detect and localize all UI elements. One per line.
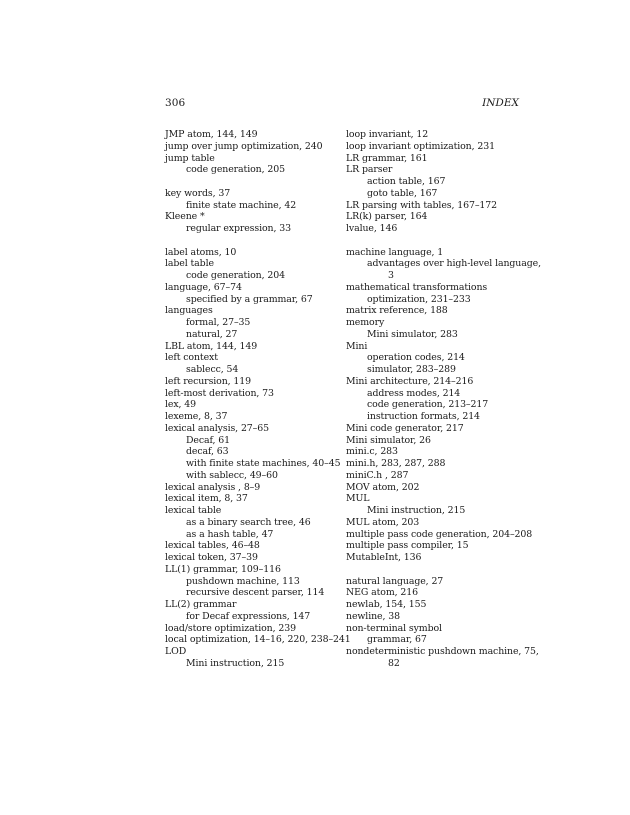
- entry-gap: [165, 235, 335, 247]
- index-entry: MOV atom, 202: [346, 481, 420, 493]
- index-subentry: formal, 27–35: [186, 317, 251, 328]
- index-subentry: for Decaf expressions, 147: [186, 610, 311, 622]
- index-continuation: 82: [388, 657, 400, 669]
- index-entry: matrix reference, 188: [346, 305, 448, 317]
- index-entry: key words, 37: [165, 187, 231, 199]
- index-subentry: natural, 27: [186, 328, 238, 340]
- index-entry: multiple pass code generation, 204–208: [346, 528, 533, 540]
- index-subentry: grammar, 67: [367, 634, 427, 646]
- index-entry: lexical analysis , 8–9: [165, 481, 261, 493]
- index-entry: multiple pass compiler, 15: [346, 540, 469, 552]
- index-subentry: operation codes, 214: [367, 352, 465, 364]
- index-entry: left recursion, 119: [165, 375, 252, 387]
- index-subentry: as a hash table, 47: [186, 528, 274, 540]
- index-entry: load/store optimization, 239: [165, 622, 296, 634]
- index-entry: nondeterministic pushdown machine, 75,: [346, 646, 539, 657]
- page-number: 306: [165, 97, 186, 109]
- index-entry: miniC.h , 287: [346, 469, 409, 481]
- index-entry: language, 67–74: [165, 281, 242, 293]
- index-entry: label atoms, 10: [165, 246, 237, 258]
- index-entry: LBL atom, 144, 149: [165, 340, 258, 352]
- index-subentry: sablecc, 54: [186, 364, 239, 375]
- index-subentry: code generation, 213–217: [367, 399, 489, 411]
- index-entry: machine language, 1: [346, 246, 444, 258]
- index-subentry: with sablecc, 49–60: [186, 469, 278, 481]
- index-subentry: regular expression, 33: [186, 223, 291, 234]
- index-subentry: finite state machine, 42: [186, 199, 297, 211]
- entry-gap: [165, 176, 335, 188]
- index-entry: lvalue, 146: [346, 223, 398, 234]
- index-entry: lexical table: [165, 505, 222, 516]
- running-head: INDEX: [482, 97, 519, 109]
- index-entry: LL(1) grammar, 109–116: [165, 563, 281, 575]
- index-subentry: as a binary search tree, 46: [186, 516, 311, 528]
- index-entry: Kleene *: [165, 211, 205, 223]
- index-entry: Mini code generator, 217: [346, 422, 464, 434]
- index-continuation: 3: [388, 270, 394, 281]
- index-entry: mini.c, 283: [346, 446, 398, 458]
- index-subentry: action table, 167: [367, 176, 446, 187]
- index-entry: LR(k) parser, 164: [346, 211, 428, 223]
- index-subentry: with finite state machines, 40–45: [186, 458, 341, 469]
- index-entry: languages: [165, 305, 213, 317]
- index-entry: MUL atom, 203: [346, 516, 420, 528]
- index-entry: label table: [165, 258, 214, 270]
- index-subentry: Mini instruction, 215: [367, 505, 466, 516]
- index-entry: newlab, 154, 155: [346, 599, 427, 610]
- index-entry: LL(2) grammar: [165, 599, 237, 610]
- index-entry: MUL: [346, 493, 370, 505]
- index-entry: loop invariant optimization, 231: [346, 140, 495, 152]
- index-subentry: code generation, 205: [186, 164, 285, 176]
- index-subentry: instruction formats, 214: [367, 411, 480, 422]
- index-entry: MutableInt, 136: [346, 552, 422, 563]
- index-column-left: [165, 129, 351, 670]
- index-subentry: address modes, 214: [367, 387, 461, 399]
- index-entry: Mini simulator, 26: [346, 434, 431, 446]
- index-entry: JMP atom, 144, 149: [165, 129, 258, 140]
- index-subentry: decaf, 63: [186, 446, 229, 458]
- index-entry: Mini: [346, 340, 368, 352]
- entry-gap: [346, 564, 524, 576]
- index-entry: mini.h, 283, 287, 288: [346, 458, 446, 469]
- index-entry: lexical item, 8, 37: [165, 493, 248, 505]
- index-subentry: recursive descent parser, 114: [186, 587, 325, 599]
- index-subentry: pushdown machine, 113: [186, 575, 300, 587]
- index-entry: loop invariant, 12: [346, 129, 429, 140]
- index-entry: left context: [165, 352, 218, 364]
- index-entry: LR grammar, 161: [346, 152, 428, 164]
- index-subentry: simulator, 283–289: [367, 364, 456, 375]
- index-subentry: Mini simulator, 283: [367, 328, 458, 340]
- index-entry: natural language, 27: [346, 575, 444, 587]
- index-entry: jump over jump optimization, 240: [165, 140, 323, 152]
- index-subentry: goto table, 167: [367, 187, 438, 199]
- index-entry: local optimization, 14–16, 220, 238–241: [165, 634, 351, 646]
- index-subentry: optimization, 231–233: [367, 293, 471, 305]
- index-entry: mathematical transformations: [346, 281, 488, 293]
- index-entry: lexeme, 8, 37: [165, 411, 228, 422]
- index-entry: left-most derivation, 73: [165, 387, 274, 399]
- index-entry: newline, 38: [346, 610, 400, 622]
- index-entry: lexical tables, 46–48: [165, 540, 260, 552]
- index-subentry: Mini instruction, 215: [186, 657, 285, 669]
- index-entry: NEG atom, 216: [346, 587, 418, 599]
- index-subentry: specified by a grammar, 67: [186, 293, 313, 305]
- index-entry: lexical analysis, 27–65: [165, 422, 269, 434]
- index-entry: LR parser: [346, 164, 393, 176]
- index-subentry: Decaf, 61: [186, 434, 231, 446]
- index-entry: LR parsing with tables, 167–172: [346, 199, 498, 211]
- index-entry: lex, 49: [165, 399, 197, 411]
- index-subentry: code generation, 204: [186, 270, 285, 281]
- index-entry: LOD: [165, 646, 187, 657]
- index-entry: jump table: [165, 152, 215, 164]
- index-entry: non-terminal symbol: [346, 622, 442, 634]
- index-entry: lexical token, 37–39: [165, 552, 258, 563]
- index-column-right: [346, 129, 541, 670]
- index-entry: Mini architecture, 214–216: [346, 375, 474, 387]
- index-entry: memory: [346, 317, 385, 328]
- index-subentry: advantages over high-level language,: [367, 258, 541, 270]
- entry-gap: [346, 235, 524, 247]
